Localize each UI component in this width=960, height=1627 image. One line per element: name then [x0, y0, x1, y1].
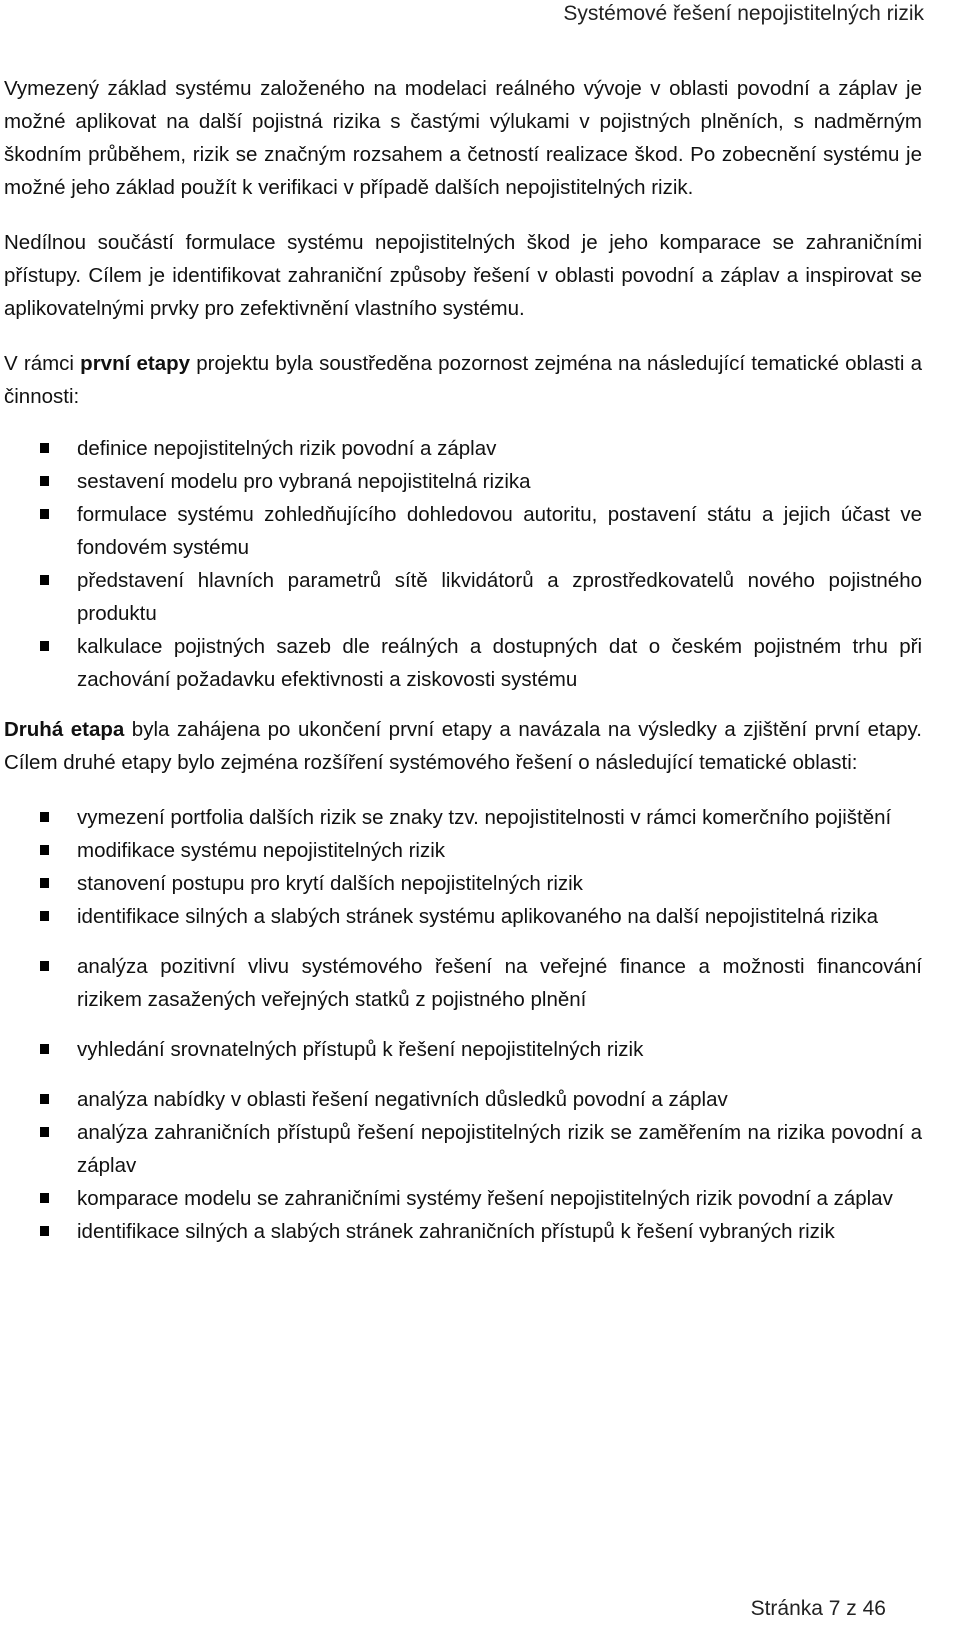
paragraph-second-stage	[4, 713, 922, 779]
list-item-text: komparace modelu se zahraničními systémy řešení nepojistitelných rizik povodní a záplav	[77, 1187, 893, 1210]
list-item	[4, 465, 922, 498]
list-item-text: vymezení portfolia dalších rizik se znaky tzv. nepojistitelnosti v rámci komerčního pojištění	[77, 806, 892, 829]
list-item-text: identifikace silných a slabých stránek systému aplikovaného na další nepojistitelná rizika	[77, 905, 879, 928]
square-bullet-icon	[40, 1226, 49, 1236]
first-stage-bold: první etapy	[80, 352, 191, 375]
paragraph-first-stage	[4, 347, 922, 413]
first-stage-list	[4, 432, 922, 696]
square-bullet-icon	[40, 1044, 49, 1054]
list-item	[4, 834, 922, 867]
square-bullet-icon	[40, 641, 49, 651]
list-item	[4, 1182, 922, 1215]
first-stage-suffix: projektu byla soustředěna pozornost zejména na následující tematické oblasti a činnosti:	[4, 352, 923, 408]
document-body	[4, 72, 922, 1248]
square-bullet-icon	[40, 443, 49, 453]
list-item-text: vyhledání srovnatelných přístupů k řešení nepojistitelných rizik	[77, 1038, 644, 1061]
first-stage-prefix: V rámci	[4, 352, 81, 375]
list-item	[4, 564, 922, 630]
list-item-text: stanovení postupu pro krytí dalších nepojistitelných rizik	[77, 872, 583, 895]
square-bullet-icon	[40, 509, 49, 519]
list-item-text: kalkulace pojistných sazeb dle reálných a dostupných dat o českém pojistném trhu při zachování požadavku efektivnosti a ziskovosti systému	[77, 635, 922, 691]
list-item	[4, 801, 922, 834]
square-bullet-icon	[40, 845, 49, 855]
list-item-text: analýza pozitivní vlivu systémového řešení na veřejné finance a možnosti financování rizikem zasažených veřejných statků z pojistného plnění	[77, 955, 922, 1011]
square-bullet-icon	[40, 878, 49, 888]
page-number: Stránka 7 z 46	[750, 1597, 886, 1620]
square-bullet-icon	[40, 1193, 49, 1203]
list-item	[4, 1215, 922, 1248]
paragraph-comparison: Nedílnou součástí formulace systému nepojistitelných škod je jeho komparace se zahraničními přístupy. Cílem je identifikovat zahraniční způsoby řešení v oblasti povodní a záplav a inspirovat se aplikovatelnými prvky pro zefektivnění vlastního systému.	[4, 231, 922, 320]
list-item	[4, 498, 922, 564]
list-item-text: sestavení modelu pro vybraná nepojistitelná rizika	[77, 470, 531, 493]
list-item-text: analýza zahraničních přístupů řešení nepojistitelných rizik se zaměřením na rizika povodní a záplav	[77, 1121, 922, 1177]
list-item	[4, 950, 922, 1016]
square-bullet-icon	[40, 911, 49, 921]
list-item-text: identifikace silných a slabých stránek zahraničních přístupů k řešení vybraných rizik	[77, 1220, 835, 1243]
list-item-text: definice nepojistitelných rizik povodní a záplav	[77, 437, 497, 460]
square-bullet-icon	[40, 1094, 49, 1104]
list-item	[4, 630, 922, 696]
square-bullet-icon	[40, 476, 49, 486]
list-item-text: formulace systému zohledňujícího dohledovou autoritu, postavení státu a jejich účast ve fondovém systému	[77, 503, 922, 559]
list-item-text: představení hlavních parametrů sítě likvidátorů a zprostředkovatelů nového pojistného produktu	[77, 569, 922, 625]
list-item	[4, 1083, 922, 1116]
list-item	[4, 1116, 922, 1182]
paragraph-intro: Vymezený základ systému založeného na modelaci reálného vývoje v oblasti povodní a záplav je možné aplikovat na další pojistná rizika s častými výlukami v pojistných plněních, s nadměrným škodním průběhem, rizik se značným rozsahem a četností realizace škod. Po zobecnění systému je možné jeho základ použít k verifikaci v případě dalších nepojistitelných rizik.	[4, 77, 922, 199]
second-stage-suffix: byla zahájena po ukončení první etapy a navázala na výsledky a zjištění první etapy. Cílem druhé etapy bylo zejména rozšíření systémového řešení o následující tematické oblasti:	[4, 718, 922, 774]
list-item-text: analýza nabídky v oblasti řešení negativních důsledků povodní a záplav	[77, 1088, 728, 1111]
list-item	[4, 432, 922, 465]
square-bullet-icon	[40, 575, 49, 585]
list-item	[4, 1033, 922, 1066]
second-stage-bold: Druhá etapa	[4, 718, 125, 741]
list-item-text: modifikace systému nepojistitelných rizik	[77, 839, 445, 862]
square-bullet-icon	[40, 1127, 49, 1137]
list-item	[4, 867, 922, 900]
running-header: Systémové řešení nepojistitelných rizik	[563, 2, 924, 25]
square-bullet-icon	[40, 812, 49, 822]
second-stage-list	[4, 801, 922, 1248]
list-item	[4, 900, 922, 933]
square-bullet-icon	[40, 961, 49, 971]
